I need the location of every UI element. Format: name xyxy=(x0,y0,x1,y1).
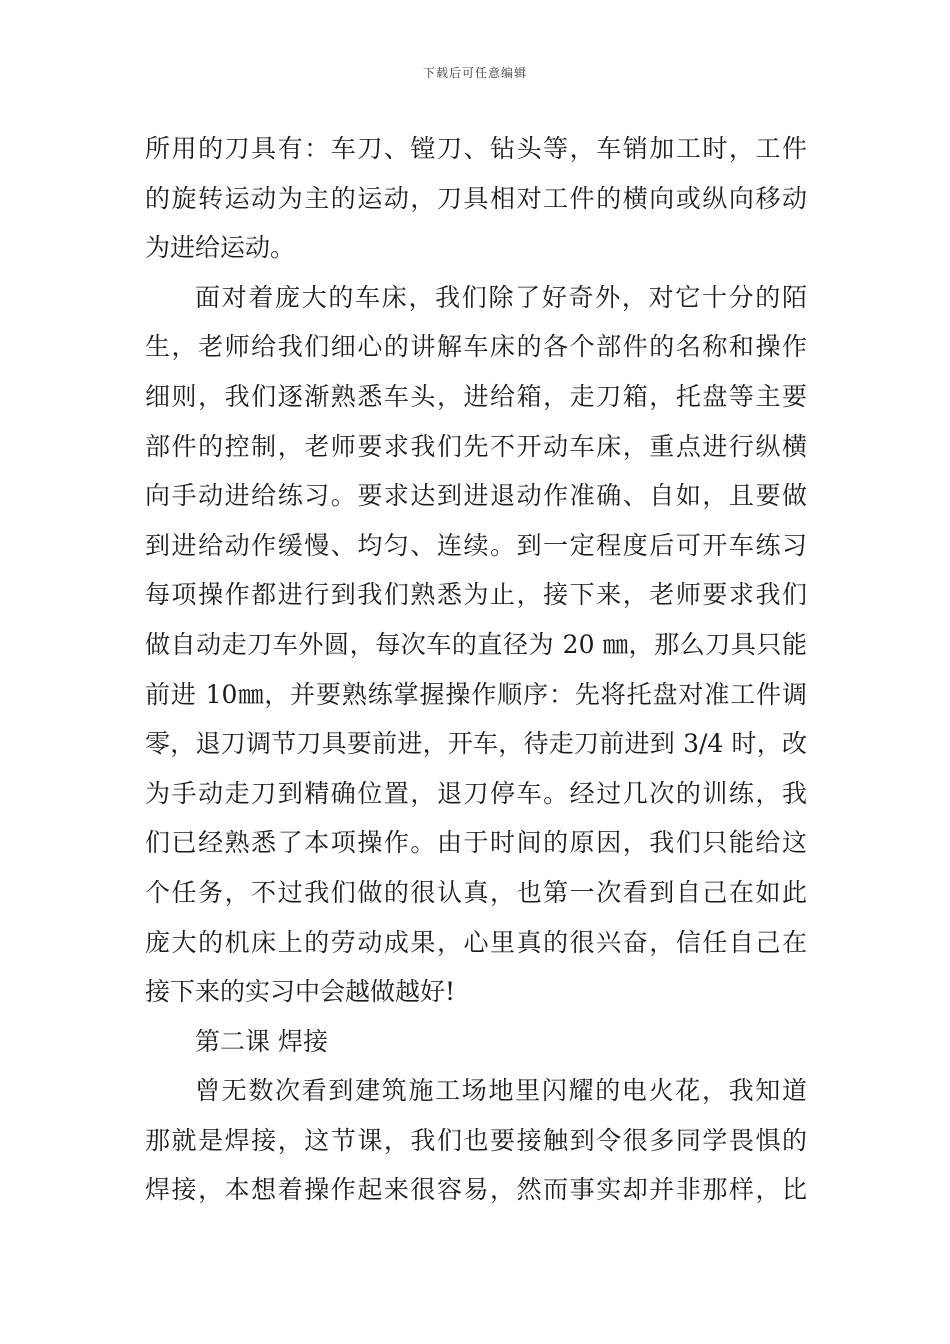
text-line: 那就是焊接，这节课，我们也要接触到令很多同学畏惧的 xyxy=(145,1125,807,1155)
text-line: 面对着庞大的车床，我们除了好奇外，对它十分的陌 xyxy=(195,282,807,312)
text-line: 向手动进给练习。要求达到进退动作准确、自如，且要做 xyxy=(145,481,807,511)
document-body xyxy=(145,124,807,1215)
text-line: 部件的控制，老师要求我们先不开动车床，重点进行纵横 xyxy=(145,431,807,461)
text-line: 为进给运动。 xyxy=(145,233,296,263)
text-line: 们已经熟悉了本项操作。由于时间的原因，我们只能给这 xyxy=(145,828,807,858)
text-line: 每项操作都进行到我们熟悉为止，接下来，老师要求我们 xyxy=(145,580,807,610)
text-line: 细则，我们逐渐熟悉车头，进给箱，走刀箱，托盘等主要 xyxy=(145,381,807,411)
page-header-note: 下载后可任意编辑 xyxy=(422,66,527,80)
text-line: 接下来的实习中会越做越好! xyxy=(145,977,456,1007)
section-heading: 第二课 焊接 xyxy=(195,1026,328,1056)
text-line: 为手动走刀到精确位置，退刀停车。经过几次的训练，我 xyxy=(145,778,807,808)
text-line: 个任务，不过我们做的很认真，也第一次看到自己在如此 xyxy=(145,877,807,907)
text-line: 的旋转运动为主的运动，刀具相对工件的横向或纵向移动 xyxy=(145,183,807,213)
text-line: 零，退刀调节刀具要前进，开车，待走刀前进到 3/4 时，改 xyxy=(145,729,807,759)
text-line: 庞大的机床上的劳动成果，心里真的很兴奋，信任自己在 xyxy=(145,927,807,957)
text-line: 前进 10㎜，并要熟练掌握操作顺序：先将托盘对准工件调 xyxy=(145,679,807,709)
text-line: 曾无数次看到建筑施工场地里闪耀的电火花，我知道 xyxy=(195,1076,807,1106)
text-line: 做自动走刀车外圆，每次车的直径为 20 ㎜，那么刀具只能 xyxy=(145,629,807,659)
text-line: 到进给动作缓慢、均匀、连续。到一定程度后可开车练习 xyxy=(145,530,807,560)
text-line: 焊接，本想着操作起来很容易，然而事实却并非那样，比 xyxy=(145,1175,807,1205)
text-line: 所用的刀具有：车刀、镗刀、钻头等，车销加工时，工件 xyxy=(145,134,807,163)
text-line: 生，老师给我们细心的讲解车床的各个部件的名称和操作 xyxy=(145,332,807,362)
